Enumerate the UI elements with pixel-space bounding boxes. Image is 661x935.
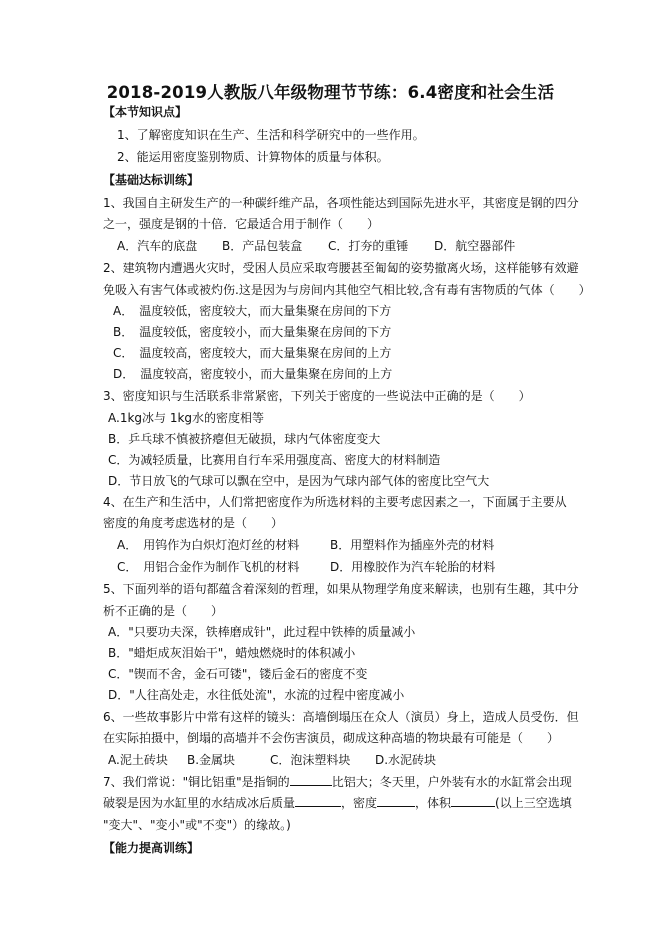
question-1-line-1: 1、我国自主研发生产的一种碳纤维产品，各项性能达到国际先进水平，其密度是钢的四分 (103, 196, 579, 210)
question-4-option-d: D．用橡胶作为汽车轮胎的材料 (330, 560, 496, 574)
question-7-text-1a: 7、我们常说："铜比铝重"是指铜的 (103, 775, 290, 789)
question-3-option-c: C．为减轻质量，比赛用自行车采用强度高、密度大的材料制造 (108, 453, 441, 467)
question-3-option-b: B．乒乓球不慎被挤瘪但无破损，球内气体密度变大 (108, 432, 381, 446)
question-1-option-c: C．打夯的重锤 (328, 239, 409, 253)
page-title: 2018-2019人教版八年级物理节节练：6.4密度和社会生活 (106, 83, 555, 102)
question-5-line-1: 5、下面列举的语句都蕴含着深刻的哲理，如果从物理学角度来解读，也别有生趣，其中分 (103, 582, 579, 596)
question-7-line-2 (103, 795, 572, 811)
question-3-line-1: 3、密度知识与生活联系非常紧密，下列关于密度的一些说法中正确的是（ ） (103, 389, 531, 403)
question-1-option-d: D．航空器部件 (434, 239, 516, 253)
question-4-option-a: A． 用钨作为白炽灯泡灯丝的材料 (117, 538, 300, 552)
answer-blank-4[interactable] (451, 795, 495, 807)
question-5-line-2: 析不正确的是（ ） (103, 604, 224, 618)
question-7-text-2d: (以上三空选填 (495, 796, 572, 810)
question-4-option-c: C． 用铝合金作为制作飞机的材料 (117, 560, 300, 574)
question-7-text-2b: ，密度 (341, 796, 378, 810)
knowledge-point-1: 1、了解密度知识在生产、生活和科学研究中的一些作用。 (117, 128, 425, 142)
section-heading-advanced: 【能力提高训练】 (103, 841, 200, 855)
question-3-option-a: A.1kg冰与 1kg水的密度相等 (108, 411, 265, 425)
question-7-line-3: "变大"、"变小"或"不变"）的缘故。) (103, 818, 291, 832)
knowledge-point-2: 2、能运用密度鉴别物质、计算物体的质量与体积。 (117, 150, 389, 164)
section-heading-knowledge: 【本节知识点】 (103, 105, 188, 119)
section-heading-basic: 【基础达标训练】 (103, 173, 200, 187)
question-5-option-a: A．"只要功夫深，铁棒磨成针"，此过程中铁棒的质量减小 (108, 625, 416, 639)
question-6-option-b: B.金属块 (187, 753, 236, 767)
question-1-option-b: B．产品包装盒 (222, 239, 303, 253)
answer-blank-2[interactable] (295, 795, 341, 807)
question-2-option-b: B． 温度较低，密度较小，而大量集聚在房间的下方 (113, 325, 392, 339)
question-2-line-1: 2、建筑物内遭遇火灾时，受困人员应采取弯腰甚至匍匐的姿势撤离火场，这样能够有效避 (103, 261, 579, 275)
question-7-line-1 (103, 774, 572, 790)
question-7-text-1b: 比铝大；冬天里，户外装有水的水缸常会出现 (331, 775, 572, 789)
question-5-option-c: C．"锲而不舍，金石可镂"，镂后金石的密度不变 (108, 667, 368, 681)
question-2-option-a: A． 温度较低，密度较大，而大量集聚在房间的下方 (113, 304, 392, 318)
question-4-option-b: B．用塑料作为插座外壳的材料 (330, 538, 495, 552)
question-2-option-d: D． 温度较高，密度较小，而大量集聚在房间的上方 (113, 367, 393, 381)
question-6-option-c: C．泡沫塑料块 (270, 753, 351, 767)
question-6-line-2: 在实际拍摄中，倒塌的高墙并不会伤害演员，砌成这种高墙的物块最有可能是（ ） (103, 731, 560, 745)
answer-blank-3[interactable] (377, 795, 415, 807)
answer-blank-1[interactable] (290, 774, 332, 786)
question-4-line-2: 密度的角度考虑选材的是（ ） (103, 516, 284, 530)
question-7-text-2a: 破裂是因为水缸里的水结成冰后质量 (103, 796, 296, 810)
question-2-line-2: 免吸入有害气体或被灼伤.这是因为与房间内其他空气相比较,含有毒有害物质的气体（ ） (103, 283, 591, 297)
question-6-option-d: D.水泥砖块 (375, 753, 437, 767)
question-5-option-b: B．"蜡炬成灰泪始干"，蜡烛燃烧时的体积减小 (108, 646, 356, 660)
question-5-option-d: D．"人往高处走，水往低处流"，水流的过程中密度减小 (108, 688, 405, 702)
question-6-option-a: A.泥土砖块 (108, 753, 168, 767)
question-1-option-a: A．汽车的底盘 (117, 239, 198, 253)
question-6-line-1: 6、一些故事影片中常有这样的镜头：高墙倒塌压在众人（演员）身上，造成人员受伤．但 (103, 710, 579, 724)
question-3-option-d: D．节日放飞的气球可以飘在空中，是因为气球内部气体的密度比空气大 (108, 474, 490, 488)
question-4-line-1: 4、在生产和生活中，人们常把密度作为所选材料的主要考虑因素之一，下面属于主要从 (103, 495, 567, 509)
question-7-text-2c: ，体积 (415, 796, 452, 810)
question-1-line-2: 之一，强度是钢的十倍．它最适合用于制作（ ） (103, 217, 380, 231)
question-2-option-c: C． 温度较高，密度较大，而大量集聚在房间的上方 (113, 346, 392, 360)
